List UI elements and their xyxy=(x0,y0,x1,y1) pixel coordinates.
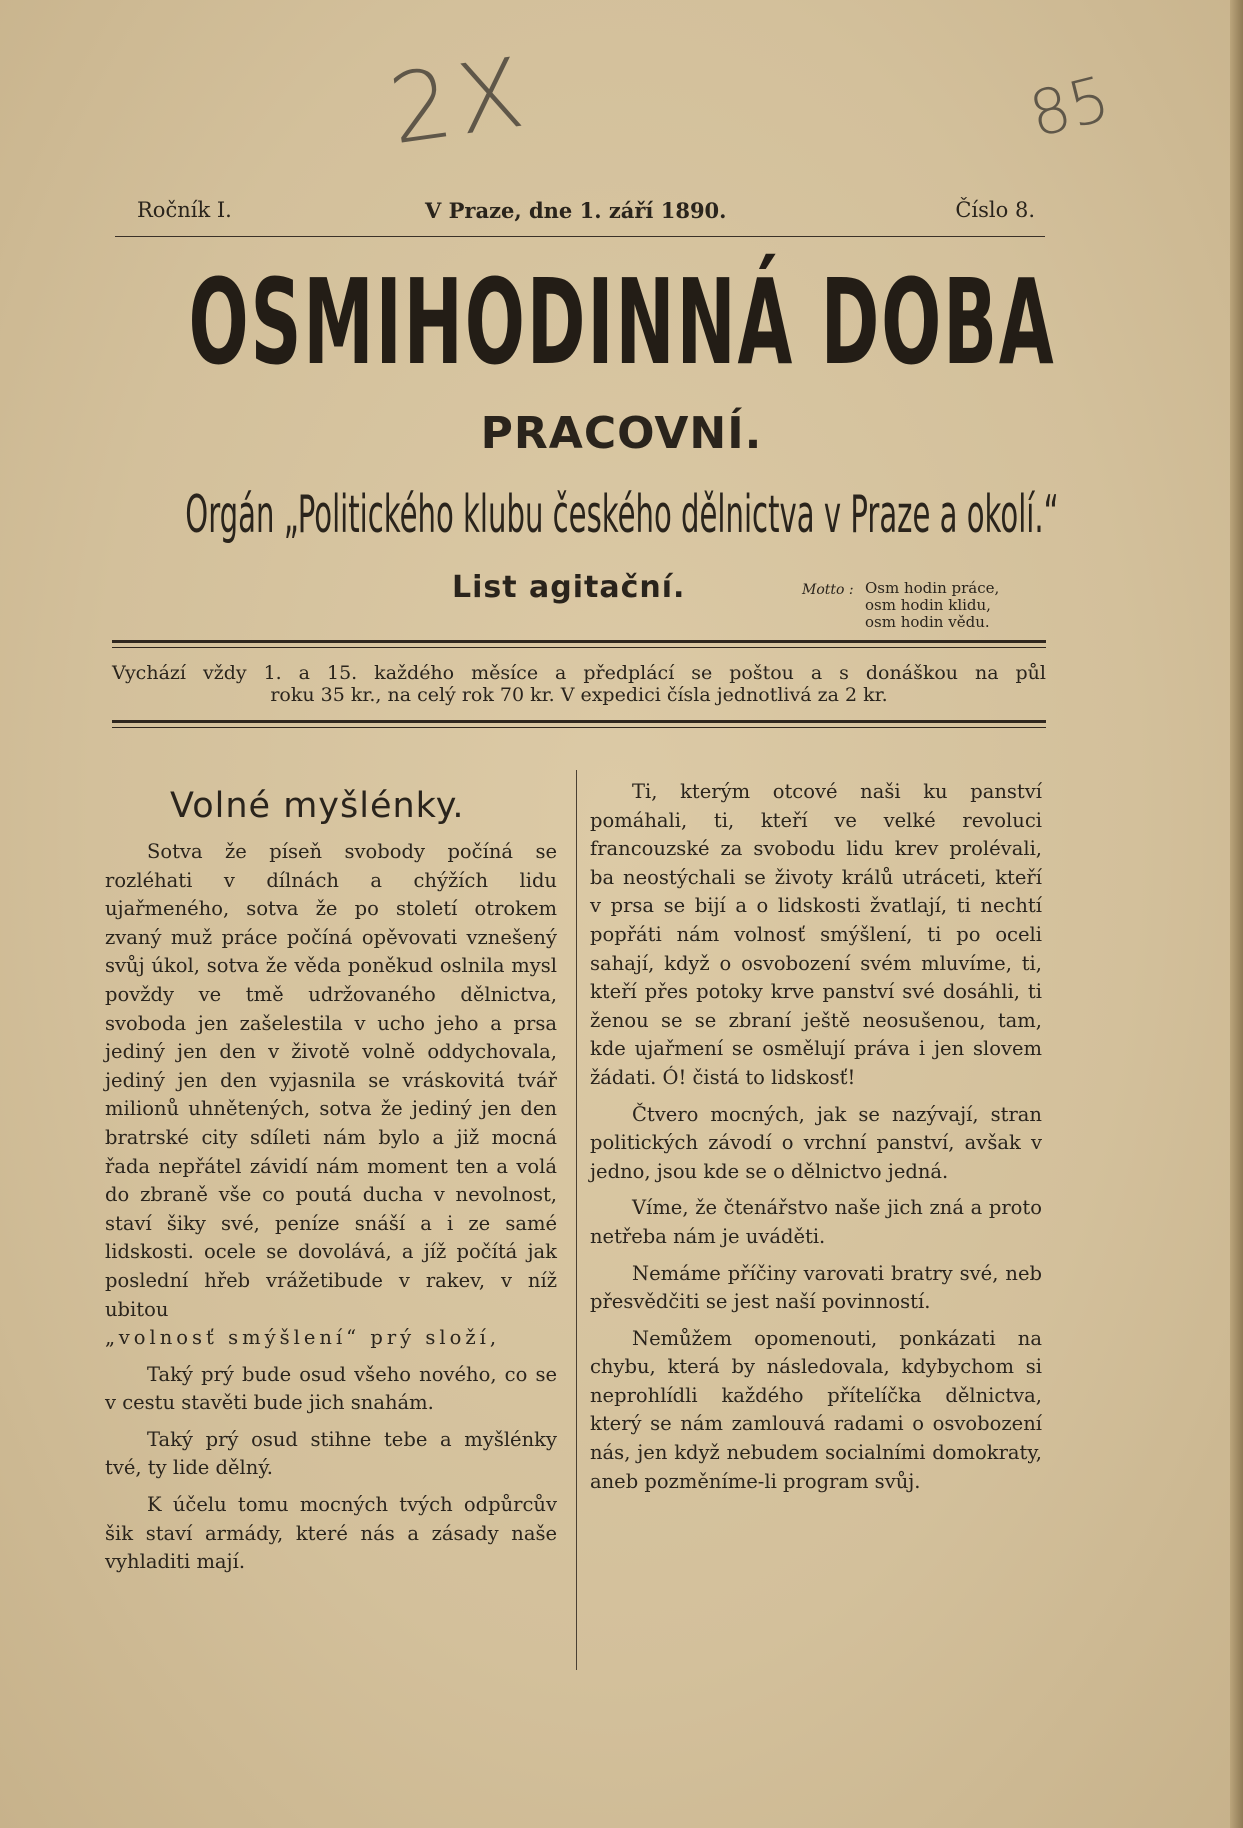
issue-header xyxy=(115,198,1045,226)
subscription-double-rule xyxy=(112,720,1046,728)
handwritten-note-left: 2X xyxy=(382,35,536,167)
article-paragraph: Taký prý bude osud všeho nového, co se v cestu stavěti bude jich snahám. xyxy=(105,1362,557,1415)
article-paragraph: Čtvero mocných, jak se nazývají, stran politických závodí o vrchní panství, avšak v jedno, jsou kde se o dělnictvo jedná. xyxy=(590,1102,1042,1183)
list-label: List agitační. xyxy=(452,570,686,605)
masthead xyxy=(0,253,1243,391)
masthead-title: OSMIHODINNÁ DOBA xyxy=(187,253,1055,391)
motto xyxy=(865,580,999,631)
column-divider xyxy=(576,770,577,1670)
article-paragraph: Víme, že čtenářstvo naše jich zná a proto netřeba nám je uváděti. xyxy=(590,1196,1042,1248)
motto-line: osm hodin vědu. xyxy=(865,613,990,631)
subscription-line: roku 35 kr., na celý rok 70 kr. V expedici čísla jednotlivá za 2 kr. xyxy=(270,684,888,706)
organ-line-wrap xyxy=(0,485,1243,545)
header-rule xyxy=(115,236,1045,237)
issue-number: Číslo 8. xyxy=(955,198,1035,222)
article-paragraph: Nemůžem opomenouti, ponkázati na chybu, která by následovala, kdybychom si neprohlídli každého přítelíčka dělnictva, který se nám zamlouvá radami o osvobození nás, jen když nebudem socialními domokraty, aneb pozměníme-li program svůj. xyxy=(590,1326,1042,1493)
article-paragraph: Taký prý osud stihne tebe a myšlénky tvé, ty lide dělný. xyxy=(105,1427,557,1480)
motto-label: Motto : xyxy=(802,582,854,598)
handwritten-note-right: 85 xyxy=(1022,61,1117,152)
masthead-double-rule xyxy=(112,640,1046,648)
issue-date: V Praze, dne 1. září 1890. xyxy=(425,198,727,223)
article-paragraph: Sotva že píseň svobody počíná se rozléhati v dílnách a chýžích lidu ujařmeného, sotva že po století otrokem zvaný muž práce počíná opěvovati vznešený svůj úkol, sotva že věda poněkud oslnila mysl povždy ve tmě udržovaného dělnictva, svoboda jen zašelestila v ucho jeho a prsa jediný jen den v životě volně oddychovala, jediný jen den vyjasnila se vráskovitá tvář milionů uhnětených, sotva že jediný jen den bratrské city sdíleti nám bylo a již mocná řada nepřátel závidí nám moment ten a volá do zbraně vše co poutá ducha v nevolnost, staví šiky své, peníze snáší a i ze samé lidskosti. ocele se dovolává, a jíž počítá jak poslední hřeb vrážetibude v rakev, v níž ubitou xyxy=(105,840,557,1321)
article-paragraph: Ti, kterým otcové naši ku panství pomáhali, ti, kteří ve velké revoluci francouzské za svobodu lidu krev prolévali, ba neostýchali se životy králů utráceti, kteří v prsa se bijí a o lidskosti žvatlají, ti nechtí popřáti nám volnosť smýšlení, ti po oceli sahají, když o osvobození svém mluvíme, ti, kteří přes potoky krve panství své dosáhli, ti ženou se se zbraní ještě neosušenou, tam, kde ujařmení se osmělují práva i jen slovem žádati. Ó! čistá to lidskosť! xyxy=(590,780,1042,1089)
article-paragraph: Nemáme příčiny varovati bratry své, neb přesvědčiti se jest naší povinností. xyxy=(590,1261,1042,1314)
motto-line: Osm hodin práce, xyxy=(865,579,1000,597)
article-paragraph: K účelu tomu mocných tvých odpůrcův šik staví armády, které nás a zásady naše vyhladiti mají. xyxy=(105,1493,557,1574)
organ-line: Orgán „Politického klubu českého dělnictva v Praze a okolí.“ xyxy=(184,485,1059,545)
masthead-subtitle: PRACOVNÍ. xyxy=(480,408,763,459)
subscription-line: Vychází vždy 1. a 15. každého měsíce a předplácí se poštou a s donáškou na půl xyxy=(112,662,1046,684)
article-column-right xyxy=(590,778,1042,1504)
motto-line: osm hodin klidu, xyxy=(865,596,991,614)
article-column-left xyxy=(105,838,557,1585)
subscription-info xyxy=(112,662,1046,706)
article-paragraph: „volnosť smýšlení“ prý složí, xyxy=(105,1326,501,1350)
volume-label: Ročník I. xyxy=(137,198,232,222)
article-title: Volné myšlénky. xyxy=(170,786,465,826)
